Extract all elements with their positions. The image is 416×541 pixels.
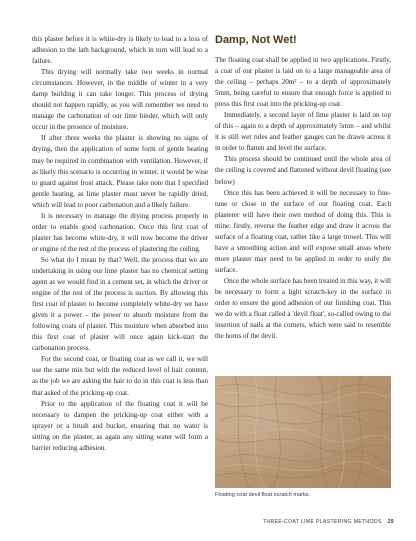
body-paragraph: this plaster before it is white-dry is likely to lead to a loss of adhesion to the lath background, which in turn will lead to a failure. — [32, 35, 208, 66]
left-column — [32, 34, 208, 454]
body-paragraph: It is necessary to manage the drying process properly in order to enable good carbonation. Once this first coat of plaster has become white-dry, it will now become the driver or engine of the rest of the process of plastering the ceiling. — [32, 211, 208, 253]
body-paragraph: The floating coat shall be applied in two applications. Firstly, a coat of our plaster is laid on to a large manageable area of the ceiling – perhaps 20m² – to a depth of approximately 5mm, being careful to ensure that enough force is applied to press this first coat into the pricking-up coat. — [215, 56, 391, 109]
scratch-marks-texture — [215, 376, 391, 488]
figure-caption: Floating coat devil float scratch marks. — [215, 492, 311, 498]
body-paragraph: Once this has been achieved it will be necessary to fine-tune or close in the surface of our floating coat. Each plasterer will have their own method of doing this. This is mine: firstly, reverse the feather edge and draw it across the surface of a floating coat, rather like a large trowel. This will have a smoothing action and will expose small areas where more plaster may need to be applied in order to unify the surface. — [215, 188, 391, 274]
right-column — [215, 34, 391, 342]
page-footer — [263, 519, 394, 526]
body-paragraph: Prior to the application of the floating coat it will be necessary to dampen the pricking-up coat either with a sprayer or a brush and bucket, ensuring that no water is sitting on the plaster, as again any sitting water will form a barrier reducing adhesion. — [32, 399, 208, 452]
body-paragraph: Immediately, a second layer of lime plaster is laid on top of this – again to a depth of approximately 5mm – and whilst it is still wet rules and feather gauges can be drawn across it in order to flatten and level the surface. — [215, 111, 391, 153]
running-title: THREE-COAT LIME PLASTERING METHODS — [262, 519, 382, 525]
body-paragraph: This drying will normally take two weeks in normal circumstances. However, in the middle of winter in a very damp building it can take longer. This process of drying should not happen rapidly, as you will remember we need to manage the carbonation of our lime binder, which will only occur in the presence of moisture. — [32, 68, 208, 132]
body-paragraph: Once the whole surface has been treated in this way, it will be necessary to form a light scratch-key in the surface in order to ensure the good adhesion of our finishing coat. This we do with a float called a 'devil float', so-called owing to the insertion of nails at the corners, which were said to resemble the horns of the devil. — [215, 276, 391, 341]
section-heading: Damp, Not Wet! — [215, 34, 297, 46]
body-paragraph: So what do I mean by that? Well, the process that we are undertaking in using our lime plaster has no chemical setting agent as we would find in a cement set, in which the driver or engine of the rest of the process is suction. By allowing this first coat of plaster to become completely white-dry we have given it a power – the power to absorb moisture from the following coats of plaster. This moisture when absorbed into this first coat of plaster will once again kick-start the carbonation process. — [32, 255, 208, 353]
plaster-scratch-photo — [215, 376, 391, 488]
body-paragraph: This process should be continued until the whole area of the ceiling is covered and flattened without devil floating (see below) — [215, 155, 391, 186]
page-number: 29 — [387, 519, 394, 525]
body-paragraph: If after three weeks the plaster is showing no signs of drying, then the application of some form of gentle heating may be required in combination with ventilation. However, if as likely this scenario is occurring in winter, it would be wise to guard against frost attack. Please take note that I specified gentle heating, as lime plaster must never be rapidly dried, which will lead to poor carbonation and a likely failure. — [32, 134, 208, 209]
body-paragraph: For the second coat, or floating coat as we call it, we will use the same mix but with the reduced level of hair content, as the job we are asking the hair to do in this coat is less than that asked of the pricking-up coat. — [32, 355, 208, 397]
